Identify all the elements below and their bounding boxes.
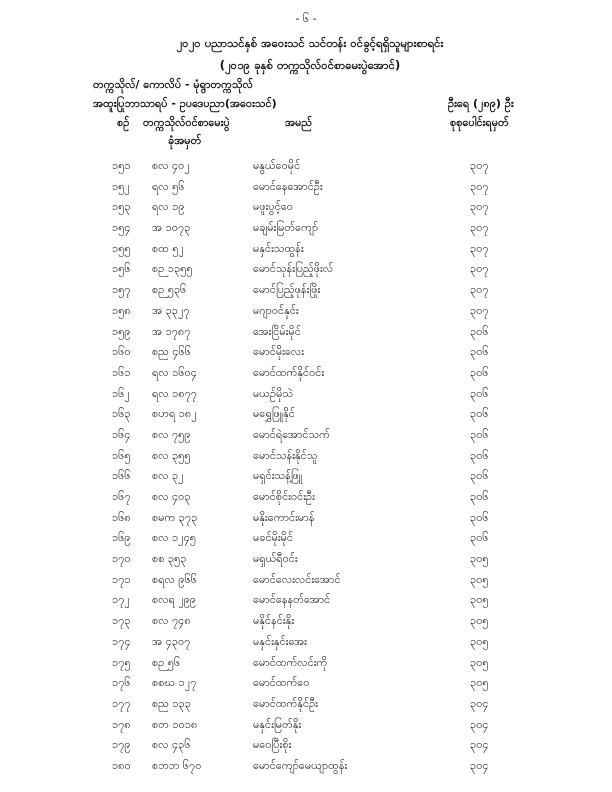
row-name: မောင်နေနတ်အောင် [253, 593, 331, 607]
row-name: မခင်မိုးမိုင် [253, 531, 294, 545]
row-roll-number: အ ၃၃၂၇ [152, 303, 190, 317]
row-serial: ၁၅၁ [112, 159, 131, 172]
row-roll-number: ရလ ၅၆ [152, 179, 185, 193]
row-total-score: ၃၀၆ [470, 531, 489, 545]
row-serial: ၁၅၅ [112, 241, 131, 255]
university-line: တက္ကသိုလ်/ ကောလိပ် - မုံရွာတက္ကသိုလ် [93, 78, 253, 91]
row-serial: ၁၆၀ [112, 345, 131, 359]
row-total-score: ၃၀၇ [470, 179, 489, 193]
row-total-score: ၃၀၄ [470, 696, 489, 710]
table-row [0, 218, 612, 239]
row-total-score: ၃၀၅ [470, 655, 489, 669]
row-name: မောင်ရဲအောင်သက် [253, 427, 330, 441]
row-roll-number: စစဃ ၁၂၇ [152, 676, 197, 690]
row-name: မောင်ထက်လင်းကို [253, 655, 328, 669]
header-roll-line2: ခုံအမှတ် [168, 134, 202, 147]
table-row [0, 197, 612, 218]
row-serial: ၁၇၃ [112, 614, 131, 628]
row-name: မယဉ်မိုသဲ [253, 386, 293, 400]
row-name: မောင်ကျော်မေယျာထွန်း [253, 758, 348, 772]
table-row [0, 508, 612, 529]
row-total-score: ၃၀၇ [470, 283, 489, 297]
row-total-score: ၃၀၆ [470, 490, 489, 503]
table-row [0, 446, 612, 467]
row-serial: ၁၆၂ [112, 386, 130, 400]
row-name: မရွှေဖြူနိုင် [253, 407, 295, 421]
row-name: မဂျာဝင်နှင်း [253, 303, 299, 317]
row-serial: ၁၆၄ [112, 427, 131, 441]
row-total-score: ၃၀၆ [470, 407, 489, 421]
row-total-score: ၃၀၆ [470, 386, 489, 400]
row-serial: ၁၆၃ [112, 407, 131, 421]
header-score: စုစုပေါင်းရမှတ် [450, 116, 509, 129]
table-row [0, 177, 612, 198]
row-name: မောင်စိုင်းဝင်းဦး [253, 490, 315, 503]
row-serial: ၁၇၈ [112, 717, 131, 731]
row-name: မနိုင်နင်းနိုး [253, 614, 295, 628]
row-total-score: ၃၀၆ [470, 427, 489, 441]
row-roll-number: စစ ၃၅၃ [152, 552, 187, 566]
row-roll-number: စထ ၅၂ [152, 241, 184, 255]
row-serial: ၁၇၁ [112, 572, 131, 586]
row-serial: ၁၇၅ [112, 655, 131, 669]
row-serial: ၁၅၈ [112, 303, 131, 317]
table-row [0, 301, 612, 322]
row-roll-number: စလ ၃၅၅ [152, 448, 191, 462]
row-name: မနှင်းနှင်းအေး [253, 634, 307, 648]
table-row [0, 322, 612, 343]
row-total-score: ၃၀၆ [470, 345, 489, 359]
row-total-score: ၃၀၆ [470, 510, 489, 524]
row-name: မောင်လေးလင်းအောင် [253, 572, 341, 586]
row-total-score: ၃၀၆ [470, 324, 489, 338]
row-name: မရှင်းသန့်ဖြူ [253, 469, 303, 483]
row-serial: ၁၅၄ [112, 221, 131, 235]
row-serial: ၁၆၁ [112, 365, 131, 379]
row-total-score: ၃၀၄ [470, 758, 489, 772]
document-title: ၂၀၂၀ ပညာသင်နှစ် အဝေးသင် သင်တန်း ဝင်ခွင့်ရရှိသူများစာရင်း [176, 36, 444, 50]
row-roll-number: ရလ ၁၆၀၄ [152, 365, 197, 379]
row-total-score: ၃၀၇ [470, 241, 489, 255]
row-total-score: ၃၀၅ [470, 614, 489, 628]
row-total-score: ၃၀၇ [470, 303, 489, 317]
table-row [0, 384, 612, 405]
row-roll-number: ရလ ၁၉ [152, 200, 185, 214]
table-row [0, 259, 612, 280]
major-line: အထူးပြုဘာသာရပ် - ဥပဒေပညာ(အဝေးသင်) [93, 97, 277, 110]
table-row [0, 404, 612, 425]
table-row [0, 611, 612, 632]
results-table [0, 156, 612, 777]
row-roll-number: စဉ ၁၃၅၅ [152, 262, 193, 276]
row-total-score: ၃၀၄ [470, 738, 489, 752]
row-name: မောင်ထက်နိုင်ဝင်း [253, 365, 325, 379]
row-total-score: ၃၀၇ [470, 221, 489, 235]
table-row [0, 735, 612, 756]
row-name: မဝေပြီးစိုး [253, 738, 292, 752]
row-serial: ၁၅၆ [112, 262, 131, 276]
row-name: မောင်သန်းနိုင်သူ [253, 448, 318, 462]
table-row [0, 570, 612, 591]
row-name: မောင်ထက်နိုင်ဦး [253, 696, 318, 710]
table-row [0, 694, 612, 715]
row-name: မရှယ်ရီဝင်း [253, 552, 298, 566]
row-name: မောင်နေအောင်ဦး [253, 179, 323, 193]
row-serial: ၁၇၇ [112, 696, 131, 710]
table-row [0, 466, 612, 487]
row-serial: ၁၅၇ [112, 283, 131, 297]
row-total-score: ၃၀၅ [470, 634, 489, 648]
row-serial: ၁၆၇ [112, 490, 131, 503]
row-name: မောင်သုန်းပြည့်ဖိုးလ် [253, 262, 334, 276]
row-total-score: ၃၀၇ [470, 200, 489, 214]
row-serial: ၁၅၉ [112, 324, 131, 338]
table-row [0, 528, 612, 549]
row-serial: ၁၇၄ [112, 634, 131, 648]
row-total-score: ၃၀၅ [470, 572, 489, 586]
row-serial: ၁၆၉ [112, 531, 131, 545]
row-serial: ၁၇၀ [112, 552, 131, 566]
document-subtitle: (၂၀၁၉ ခုနှစ် တက္ကသိုလ်ဝင်စာမေးပွဲအောင်) [219, 58, 401, 72]
row-serial: ၁၅၃ [112, 200, 131, 214]
row-name: မောင်ထက်ဝေ [253, 676, 310, 690]
row-name: မချမ်းမြတ်ကျော် [253, 221, 319, 235]
row-roll-number: စရလ ၉၆၆ [152, 572, 197, 586]
row-roll-number: စည ၄၆၆ [152, 345, 191, 359]
row-total-score: ၃၀၅ [470, 552, 489, 566]
row-roll-number: အ ၁၇၈၇ [152, 324, 191, 338]
row-name: မနိုးကောင်းမာန် [253, 510, 315, 524]
row-total-score: ၃၀၆ [470, 448, 489, 462]
row-roll-number: စလ ၁၂၄၅ [152, 531, 196, 545]
row-total-score: ၃၀၄ [470, 717, 489, 731]
row-total-score: ၃၀၅ [470, 593, 489, 607]
row-roll-number: စလ ၄၃၆ [152, 738, 191, 752]
table-row [0, 280, 612, 301]
row-roll-number: စတ ၁၀၁၈ [152, 717, 198, 731]
row-roll-number: စဟရ ၁၈၂ [152, 407, 197, 421]
row-name: အေးငြိမ်းမိုင် [253, 324, 301, 338]
row-serial: ၁၇၉ [112, 738, 131, 752]
table-row [0, 653, 612, 674]
row-name: မနှင်းမြတ်နိုး [253, 717, 302, 731]
table-row [0, 487, 612, 508]
row-serial: ၁၇၂ [112, 593, 130, 607]
table-row [0, 673, 612, 694]
row-roll-number: အ ၁၀၇၃ [152, 221, 191, 235]
row-roll-number: စဉ ၅၃၆ [152, 283, 187, 297]
row-serial: ၁၆၈ [112, 510, 131, 524]
row-roll-number: စလ ၄၀၃ [152, 490, 191, 503]
row-roll-number: စဉ ၅၆ [152, 655, 181, 669]
row-name: မနွယ်ဝေမိုင် [253, 159, 301, 172]
row-roll-number: စဘဘ ၆၇၀ [152, 758, 202, 772]
row-serial: ၁၇၆ [112, 676, 131, 690]
header-name: အမည် [285, 116, 313, 129]
row-total-score: ၃၀၅ [470, 676, 489, 690]
row-total-score: ၃၀၆ [470, 365, 489, 379]
table-row [0, 342, 612, 363]
table-row [0, 425, 612, 446]
row-total-score: ၃၀၇ [470, 262, 489, 276]
table-row [0, 590, 612, 611]
table-row [0, 239, 612, 260]
row-roll-number: စလ ၇၄၈ [152, 614, 191, 628]
header-serial: စဉ် [117, 116, 130, 129]
row-serial: ၁၅၂ [112, 179, 130, 193]
row-roll-number: စလ ၃၂ [152, 469, 184, 483]
page-number: - ၆ - [295, 12, 317, 25]
row-roll-number: စလ ၇၅၉ [152, 427, 191, 441]
row-name: မနှင်းသထွန်း [253, 241, 304, 255]
row-name: မောင်မိုးလေး [253, 345, 305, 359]
row-roll-number: စလရ ၂၉၉ [152, 593, 197, 607]
table-row [0, 156, 612, 177]
row-roll-number: အ ၄၃၀၇ [152, 634, 191, 648]
table-row [0, 549, 612, 570]
table-row [0, 756, 612, 777]
row-roll-number: စမက ၃၇၃ [152, 510, 198, 524]
row-serial: ၁၆၆ [112, 469, 131, 483]
table-row [0, 632, 612, 653]
row-serial: ၁၈၀ [112, 758, 131, 772]
row-serial: ၁၆၅ [112, 448, 131, 462]
row-total-score: ၃၀၇ [470, 159, 489, 172]
row-name: မောင်ပြည့်ဖုန်းဖြိုး [253, 283, 321, 297]
row-roll-number: စည ၁၃၃ [152, 696, 191, 710]
table-row [0, 363, 612, 384]
table-row [0, 715, 612, 736]
row-total-score: ၃၀၆ [470, 469, 489, 483]
row-roll-number: စလ ၄၀၂ [152, 159, 190, 172]
row-roll-number: ရလ ၁၈၇၇ [152, 386, 197, 400]
header-roll-line1: တက္ကသိုလ်ဝင်စာမေးပွဲ [143, 116, 230, 129]
count-line: ဦးရေ (၂၈၉) ဦး [448, 97, 514, 110]
row-name: မဖူးပွင့်ဝေ [253, 200, 293, 214]
